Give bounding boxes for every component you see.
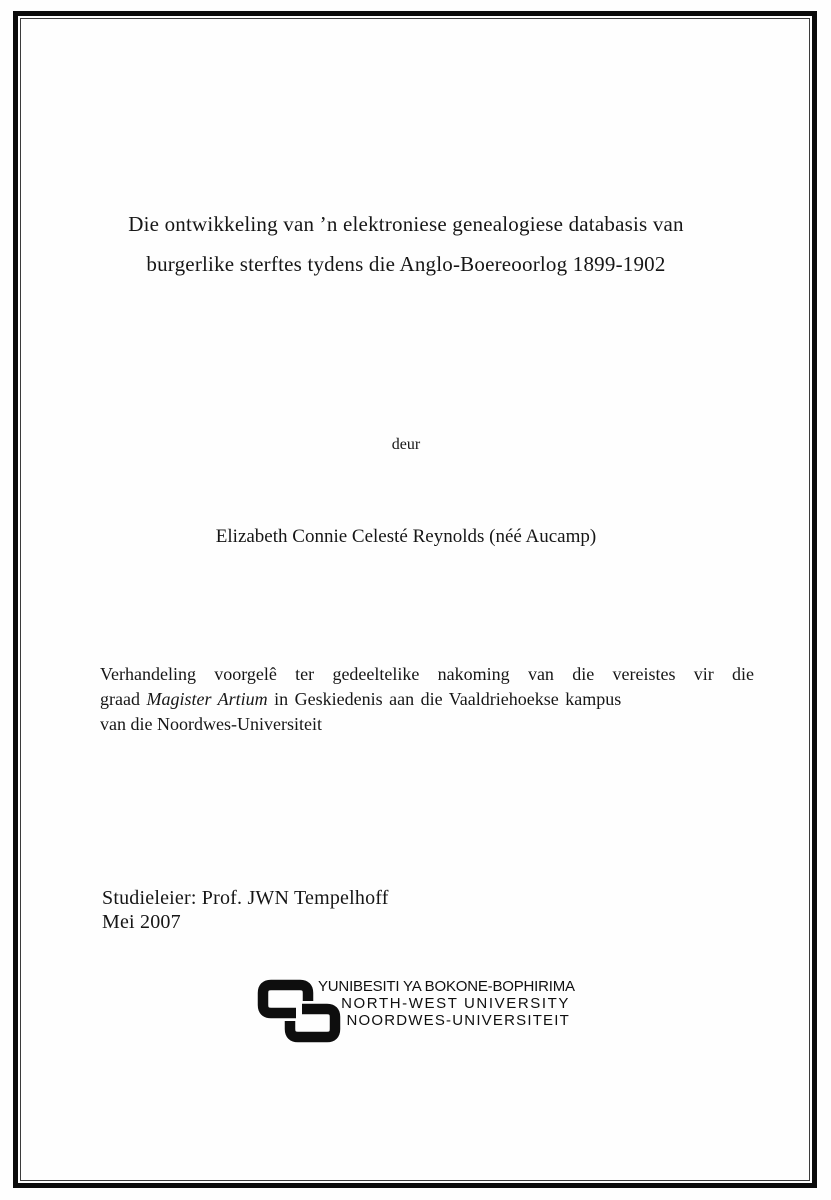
submission-line2-prefix: graad	[100, 689, 147, 709]
thesis-title-line1: Die ontwikkeling van ’n elektroniese genealogiese databasis van	[128, 212, 684, 236]
university-logo-text	[318, 978, 575, 1029]
submission-statement	[100, 662, 754, 737]
submission-line1: Verhandeling voorgelê ter gedeeltelike nakoming van die vereistes vir die	[100, 664, 754, 684]
author-name: Elizabeth Connie Celesté Reynolds (néé Aucamp)	[215, 526, 597, 547]
logo-line3-afrikaans: NOORDWES-UNIVERSITEIT	[346, 1012, 570, 1029]
degree-name-italic: Magister Artium	[146, 689, 268, 709]
submission-line2-suffix: in Geskiedenis aan die Vaaldriehoekse kampus	[267, 689, 622, 709]
thesis-title	[22, 204, 790, 284]
submission-line3: van die Noordwes-Universiteit	[100, 714, 322, 734]
submission-line2	[100, 687, 754, 712]
supervisor-block	[102, 886, 389, 934]
logo-line2-english: NORTH-WEST UNIVERSITY	[341, 995, 570, 1012]
supervisor-line: Studieleier: Prof. JWN Tempelhoff	[102, 887, 389, 909]
date-line: Mei 2007	[102, 911, 181, 933]
logo-line1-setswana: YUNIBESITI YA BOKONE-BOPHIRIMA	[318, 978, 575, 995]
thesis-title-line2: burgerlike sterftes tydens die Anglo-Boereoorlog 1899-1902	[146, 252, 666, 276]
byline-deur: deur	[391, 436, 421, 453]
